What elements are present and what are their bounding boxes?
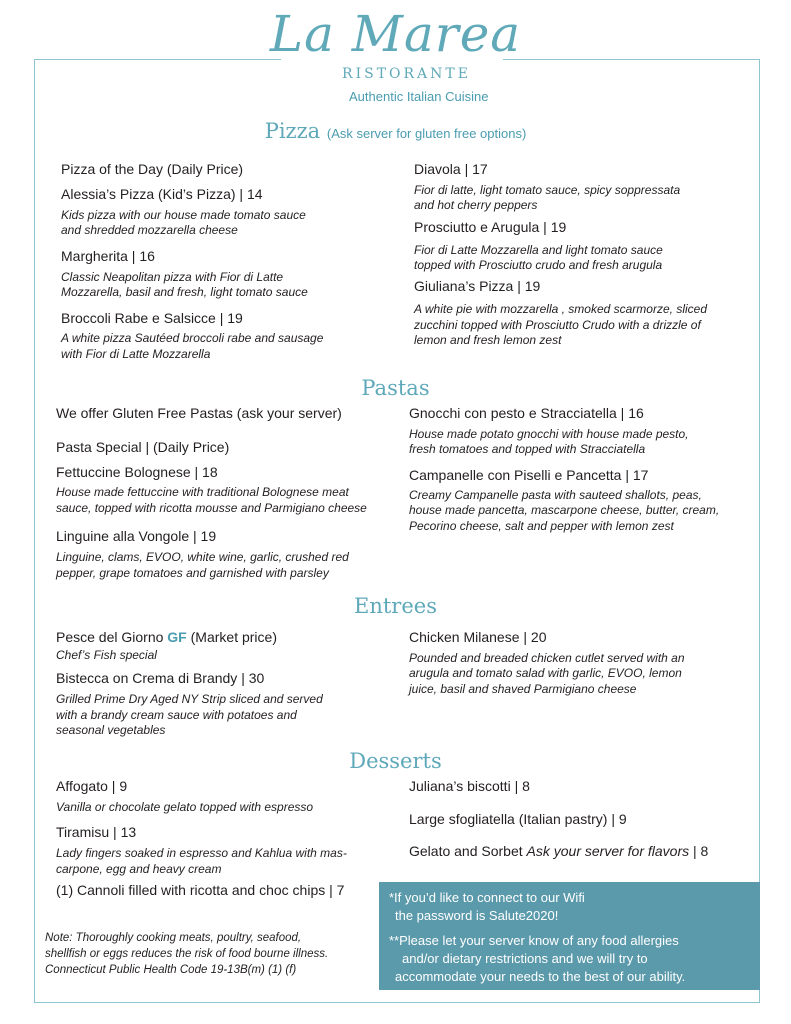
section-title-entrees: Entrees xyxy=(354,594,437,618)
item-price: | 8 xyxy=(689,843,709,859)
health-code-footnote xyxy=(45,930,328,978)
menu-item-name: Gnocchi con pesto e Stracciatella | 16 xyxy=(409,405,644,421)
wifi-note: *If you’d like to connect to our Wifi xyxy=(389,890,585,905)
menu-item-name: Pasta Special | (Daily Price) xyxy=(56,439,230,455)
gluten-free-badge: GF xyxy=(167,629,187,645)
menu-item-name: Juliana’s biscotti | 8 xyxy=(409,778,530,794)
menu-item-description: pepper, grape tomatoes and garnished with parsley xyxy=(56,566,329,580)
menu-item-description: Linguine, clams, EVOO, white wine, garlic, crushed red xyxy=(56,550,349,564)
menu-item-description: Vanilla or chocolate gelato topped with espresso xyxy=(56,800,314,814)
menu-item-description: with a brandy cream sauce with potatoes and xyxy=(56,708,297,722)
item-name-part: (Market price) xyxy=(186,629,277,645)
menu-item-description: zucchini topped with Prosciutto Crudo with a drizzle of xyxy=(414,318,701,332)
menu-item-name: Bistecca on Crema di Brandy | 30 xyxy=(56,670,265,686)
gluten-free-note: (Ask server for gluten free options) xyxy=(326,126,527,141)
menu-item-name: Giuliana’s Pizza | 19 xyxy=(414,278,541,294)
info-box xyxy=(379,882,760,990)
footnote-line: Note: Thoroughly cooking meats, poultry, seafood, xyxy=(45,932,302,944)
menu-item-description: A white pie with mozzarella , smoked scarmorze, sliced xyxy=(414,302,707,316)
menu-item-name: Prosciutto e Arugula | 19 xyxy=(414,219,567,235)
item-name-part: Pesce del Giorno xyxy=(56,629,168,645)
menu-item-description: and hot cherry peppers xyxy=(414,198,538,212)
allergy-note: **Please let your server know of any food allergies xyxy=(389,933,679,948)
menu-item-description: Lady fingers soaked in espresso and Kahlua with mas- xyxy=(56,846,347,860)
footnote-line: shellfish or eggs reduces the risk of food bourne illness. xyxy=(45,948,329,960)
menu-item-description: House made potato gnocchi with house made pesto, xyxy=(409,427,689,441)
section-title-pastas: Pastas xyxy=(361,376,430,400)
menu-item-name xyxy=(409,843,708,859)
menu-item-name: Diavola | 17 xyxy=(414,161,488,177)
logo-subtitle: RISTORANTE xyxy=(342,66,471,82)
tagline: Authentic Italian Cuisine xyxy=(349,89,489,104)
menu-item-description: Mozzarella, basil and fresh, light tomato sauce xyxy=(61,285,308,299)
menu-item-description: Chef’s Fish special xyxy=(56,648,157,662)
menu-item-name xyxy=(56,629,277,645)
menu-item-description: Grilled Prime Dry Aged NY Strip sliced and served xyxy=(56,692,323,706)
menu-item-description: house made pancetta, mascarpone cheese, butter, cream, xyxy=(409,503,720,517)
menu-item-description: Kids pizza with our house made tomato sauce xyxy=(61,208,306,222)
restaurant-logo: La Marea xyxy=(269,5,522,63)
menu-item-name: Campanelle con Piselli e Pancetta | 17 xyxy=(409,467,649,483)
menu-item-name: Large sfogliatella (Italian pastry) | 9 xyxy=(409,811,627,827)
menu-item-name: (1) Cannoli filled with ricotta and choc chips | 7 xyxy=(56,882,345,898)
menu-item-name: Fettuccine Bolognese | 18 xyxy=(56,464,218,480)
wifi-password: the password is Salute2020! xyxy=(395,908,559,923)
menu-item-name: Tiramisu | 13 xyxy=(56,824,137,840)
menu-item-description: topped with Prosciutto crudo and fresh arugula xyxy=(414,258,663,272)
menu-item-name: Pizza of the Day (Daily Price) xyxy=(61,161,244,177)
section-title-pizza xyxy=(0,119,791,143)
menu-item-description: with Fior di Latte Mozzarella xyxy=(61,347,211,361)
menu-item-name: Affogato | 9 xyxy=(56,778,128,794)
menu-item-description: sauce, topped with ricotta mousse and Parmigiano cheese xyxy=(56,501,367,515)
allergy-note: accommodate your needs to the best of our ability. xyxy=(395,969,686,984)
menu-item-description: House made fettuccine with traditional Bolognese meat xyxy=(56,485,349,499)
menu-item-description: Creamy Campanelle pasta with sauteed shallots, peas, xyxy=(409,488,702,502)
item-name-part: Gelato and Sorbet xyxy=(409,843,527,859)
menu-item-name: Margherita | 16 xyxy=(61,248,155,264)
footnote-line: Connecticut Public Health Code 19-13B(m) (1) (f) xyxy=(45,964,297,976)
menu-item-description: juice, basil and shaved Parmigiano cheese xyxy=(409,682,637,696)
menu-item-name: Alessia’s Pizza (Kid’s Pizza) | 14 xyxy=(61,186,263,202)
menu-item-description: Fior di Latte Mozzarella and light tomato sauce xyxy=(414,243,663,257)
allergy-note: and/or dietary restrictions and we will try to xyxy=(402,951,648,966)
menu-item-description: carpone, egg and heavy cream xyxy=(56,862,222,876)
menu-item-description: and shredded mozzarella cheese xyxy=(61,223,238,237)
menu-item-name: Chicken Milanese | 20 xyxy=(409,629,547,645)
menu-item-description: Classic Neapolitan pizza with Fior di Latte xyxy=(61,270,284,284)
menu-item-description: A white pizza Sautéed broccoli rabe and sausage xyxy=(61,331,324,345)
flavors-note: Ask your server for flavors xyxy=(526,843,690,859)
menu-item-name: Linguine alla Vongole | 19 xyxy=(56,528,217,544)
menu-item-description: arugula and tomato salad with garlic, EVOO, lemon xyxy=(409,666,682,680)
menu-item-name: We offer Gluten Free Pastas (ask your server) xyxy=(56,405,342,421)
menu-item-description: fresh tomatoes and topped with Stracciatella xyxy=(409,442,646,456)
menu-item-description: seasonal vegetables xyxy=(56,723,166,737)
menu-item-description: Pecorino cheese, salt and pepper with lemon zest xyxy=(409,519,674,533)
section-title-desserts: Desserts xyxy=(349,749,442,773)
menu-item-description: lemon and fresh lemon zest xyxy=(414,333,562,347)
menu-item-name: Broccoli Rabe e Salsicce | 19 xyxy=(61,310,243,326)
pizza-heading: Pizza xyxy=(264,119,321,143)
menu-item-description: Pounded and breaded chicken cutlet served with an xyxy=(409,651,685,665)
menu-item-description: Fior di latte, light tomato sauce, spicy soppressata xyxy=(414,183,681,197)
